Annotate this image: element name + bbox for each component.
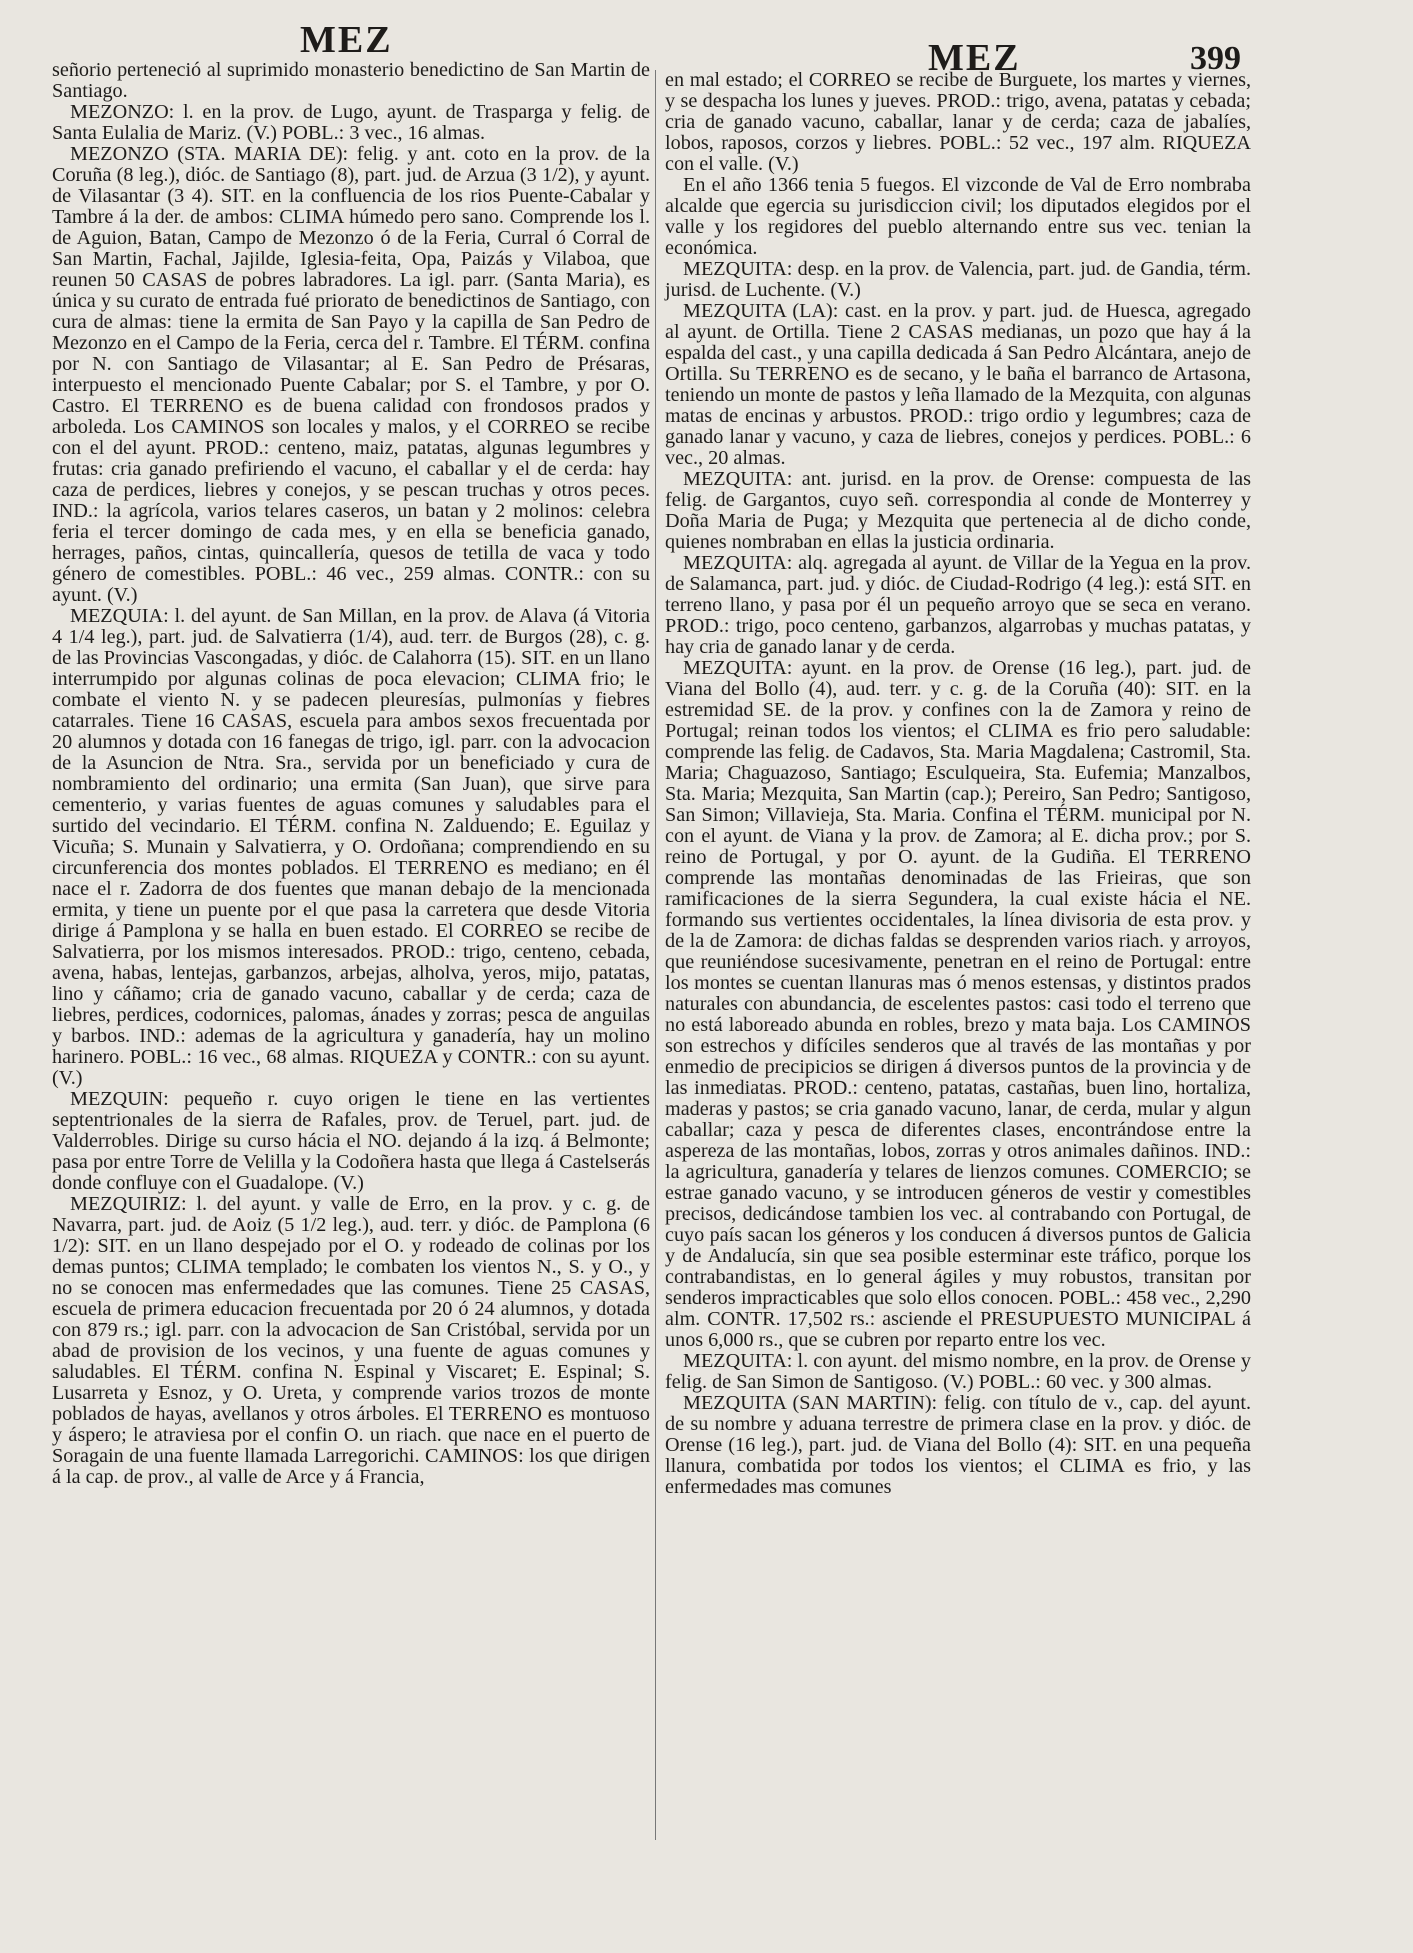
left-column	[52, 60, 650, 1488]
right-column	[665, 70, 1251, 1498]
page-number: 399	[1190, 40, 1241, 77]
running-head-left: MEZ	[300, 19, 393, 61]
entry-mezquiriz-history: En el año 1366 tenia 5 fuegos. El vizconde de Val de Erro nombraba alcalde que egercia su jurisdiccion civil; los diputados elegidos por el valle y los regidores del pueblo alternando entre sus vec. tenian la económica.	[665, 174, 1251, 259]
entry-continuation: señorio perteneció al suprimido monasterio benedictino de San Martin de Santiago.	[52, 59, 650, 102]
entry-mezquita-valencia: MEZQUITA: desp. en la prov. de Valencia, part. jud. de Gandia, térm. jurisd. de Luchente. (V.)	[665, 258, 1251, 301]
column-divider	[655, 70, 656, 1840]
entry-mezquita-ayuntamiento: MEZQUITA: ayunt. en la prov. de Orense (16 leg.), part. jud. de Viana del Bollo (4), aud. terr. y c. g. de la Coruña (40): SIT. en la estremidad SE. de la prov. y confines con la de Zamora y reino de Portugal; reinan todos los vientos; el CLIMA es frio pero saludable: comprende las felig. de Cadavos, Sta. Maria Magdalena; Castromil, Sta. Maria; Chaguazoso, Santiago; Esculqueira, Sta. Eufemia; Manzalbos, Sta. Maria; Mezquita, San Martin (cap.); Pereiro, San Pedro; Santigoso, San Simon; Villavieja, Sta. Maria. Confina el TÉRM. municipal por N. con el ayunt. de Viana y la prov. de Zamora; al E. dicha prov.; por S. reino de Portugal, y por O. ayunt. de la Gudiña. El TERRENO comprende las montañas denominadas de las Frieiras, que son ramificaciones de la sierra Segundera, la cual existe hácia el NE. formando sus vertientes occidentales, la línea divisoria de esta prov. y de la de Zamora: de dichas faldas se desprenden varios riach. y arroyos, que reuniéndose sucesivamente, penetran en el reino de Portugal: entre los montes se cuentan llanuras mas ó menos estensas, y distintos prados naturales con abundancia, de escelentes pastos: casi todo el terreno que no está laboreado abunda en robles, brezo y mata baja. Los CAMINOS son estrechos y difíciles senderos que al través de las montañas y por enmedio de precipicios se dirigen á diversos puntos de la provincia y de las inmediatas. PROD.: centeno, patatas, castañas, buen lino, hortaliza, maderas y pastos; se cria ganado vacuno, lanar, de cerda, mular y algun caballar; caza y pesca de diferentes clases, encontrándose entre la aspereza de las montañas, lobos, zorras y otros animales dañinos. IND.: la agricultura, ganadería y telares de lienzos comunes. COMERCIO; se estrae ganado vacuno, y se introducen géneros de vestir y comestibles precisos, dedicándose tambien los vec. al contrabando con Portugal, de cuyo país sacan los géneros y los conducen á diversos puntos de Galicia y de Andalucía, sin que sea posible esterminar este tráfico, porque los contrabandistas, en lo general ágiles y muy robustos, transitan por senderos impracticables que solo ellos conocen. POBL.: 458 vec., 2,290 alm. CONTR. 17,502 rs.: asciende el PRESUPUESTO MUNICIPAL á unos 6,000 rs., que se cubren por reparto entre los vec.	[665, 657, 1251, 1351]
entry-mezonzo-lugar: MEZONZO: l. en la prov. de Lugo, ayunt. de Trasparga y felig. de Santa Eulalia de Mariz. (V.) POBL.: 3 vec., 16 almas.	[52, 101, 650, 144]
entry-mezquin: MEZQUIN: pequeño r. cuyo origen le tiene en las vertientes septentrionales de la sierra de Rafales, prov. de Teruel, part. jud. de Valderrobles. Dirige su curso hácia el NO. dejando á la izq. á Belmonte; pasa por entre Torre de Velilla y la Codoñera hasta que llega á Castelserás donde confluye con el Guadalope. (V.)	[52, 1088, 650, 1194]
entry-mezonzo-santa-maria: MEZONZO (STA. MARIA DE): felig. y ant. coto en la prov. de la Coruña (8 leg.), dióc. de Santiago (8), part. jud. de Arzua (3 1/2), y ayunt. de Vilasantar (3 4). SIT. en la confluencia de los rios Puente-Cabalar y Tambre á la der. de ambos: CLIMA húmedo pero sano. Comprende los l. de Aguion, Batan, Campo de Mezonzo ó de la Feria, Curral ó Corral de San Martin, Fachal, Jajilde, Iglesia-feita, Opa, Paizás y Vilaboa, que reunen 50 CASAS de pobres labradores. La igl. parr. (Santa Maria), es única y su curato de entrada fué priorato de benedictinos de Santiago, con cura de almas: tiene la ermita de San Payo y la capilla de San Pedro de Mezonzo en el Campo de la Feria, cerca del r. Tambre. El TÉRM. confina por N. con Santiago de Vilasantar; al E. San Pedro de Présaras, interpuesto el mencionado Puente Cabalar; por S. el Tambre, y por O. Castro. El TERRENO es de buena calidad con frondosos prados y arboleda. Los CAMINOS son locales y malos, y el CORREO se recibe con el del ayunt. PROD.: centeno, maiz, patatas, algunas legumbres y frutas: cria ganado prefiriendo el vacuno, el caballar y el de cerda: hay caza de perdices, liebres y conejos, y se pescan truchas y otros peces. IND.: la agrícola, varios telares caseros, un batan y 2 molinos: celebra feria el tercer domingo de cada mes, y en ella se beneficia ganado, herrages, paños, cintas, quincallería, quesos de tetilla de vaca y todo género de comestibles. POBL.: 46 vec., 259 almas. CONTR.: con su ayunt. (V.)	[52, 143, 650, 606]
entry-mezquita-lugar: MEZQUITA: l. con ayunt. del mismo nombre, en la prov. de Orense y felig. de San Simon de Santigoso. (V.) POBL.: 60 vec. y 300 almas.	[665, 1350, 1251, 1393]
entry-mezquia: MEZQUIA: l. del ayunt. de San Millan, en la prov. de Alava (á Vitoria 4 1/4 leg.), part. jud. de Salvatierra (1/4), aud. terr. de Burgos (28), c. g. de las Provincias Vascongadas, y dióc. de Calahorra (15). SIT. en un llano interrumpido por algunas colinas de poca elevacion; CLIMA frio; le combate el viento N. y se padecen pleuresías, pulmonías y fiebres catarrales. Tiene 16 CASAS, escuela para ambos sexos frecuentada por 20 alumnos y dotada con 16 fanegas de trigo, igl. parr. con la advocacion de la Asuncion de Ntra. Sra., servida por un beneficiado y cura de nombramiento del ordinario; una ermita (San Juan), que sirve para cementerio, y varias fuentes de aguas comunes y saludables para el surtido del vecindario. El TÉRM. confina N. Zalduendo; E. Eguilaz y Vicuña; S. Munain y Salvatierra, y O. Ordoñana; comprendiendo en su circunferencia dos montes poblados. El TERRENO es mediano; en él nace el r. Zadorra de dos fuentes que manan debajo de la mencionada ermita, y tiene un puente por el que pasa la carretera que desde Vitoria dirige á Pamplona y se halla en buen estado. El CORREO se recibe de Salvatierra, por los mismos interesados. PROD.: trigo, centeno, cebada, avena, habas, lentejas, garbanzos, arbejas, alholva, yeros, mijo, patatas, lino y cáñamo; cria de ganado vacuno, caballar y de cerda; caza de liebres, perdices, codornices, palomas, ánades y zorras; pesca de anguilas y barbos. IND.: ademas de la agricultura y ganadería, hay un molino harinero. POBL.: 16 vec., 68 almas. RIQUEZA y CONTR.: con su ayunt. (V.)	[52, 605, 650, 1089]
entry-mezquita-jurisdiccion: MEZQUITA: ant. jurisd. en la prov. de Orense: compuesta de las felig. de Gargantos, cuyo señ. correspondia al conde de Monterrey y Doña Maria de Puga; y Mezquita que pertenecia al de dicho conde, quienes nombraban en ellas la justicia ordinaria.	[665, 468, 1251, 553]
entry-mezquita-salamanca: MEZQUITA: alq. agregada al ayunt. de Villar de la Yegua en la prov. de Salamanca, part. jud. y dióc. de Ciudad-Rodrigo (4 leg.): está SIT. en terreno llano, y pasa por él un pequeño arroyo que se seca en verano. PROD.: trigo, poco centeno, garbanzos, algarrobas y muchas patatas, y hay cria de ganado lanar y de cerda.	[665, 552, 1251, 658]
running-head-right: MEZ	[928, 37, 1021, 79]
entry-mezquiriz: MEZQUIRIZ: l. del ayunt. y valle de Erro, en la prov. y c. g. de Navarra, part. jud. de Aoiz (5 1/2 leg.), aud. terr. y dióc. de Pamplona (6 1/2): SIT. en un llano despejado por el O. y rodeado de colinas por los demas puntos; CLIMA templado; le combaten los vientos N., S. y O., y no se conocen mas enfermedades que las comunes. Tiene 25 CASAS, escuela de primera educacion frecuentada por 20 ó 24 alumnos, y dotada con 879 rs.; igl. parr. con la advocacion de San Cristóbal, servida por un abad de provision de los vecinos, y una fuente de aguas comunes y saludables. El TÉRM. confina N. Espinal y Viscaret; E. Espinal; S. Lusarreta y Esnoz, y O. Ureta, y comprende varios trozos de monte poblados de hayas, avellanos y otros árboles. El TERRENO es montuoso y áspero; le atraviesa por el confin O. un riach. que nace en el puerto de Soragain de una fuente llamada Larregorichi. CAMINOS: los que dirigen á la cap. de prov., al valle de Arce y á Francia,	[52, 1193, 650, 1488]
entry-mezquiriz-continuation: en mal estado; el CORREO se recibe de Burguete, los martes y viernes, y se despacha los lunes y jueves. PROD.: trigo, avena, patatas y cebada; cria de ganado vacuno, caballar, lanar y de cerda; caza de jabalíes, lobos, raposos, corzos y liebres. POBL.: 52 vec., 197 alm. RIQUEZA con el valle. (V.)	[665, 69, 1251, 175]
entry-mezquita-la-huesca: MEZQUITA (LA): cast. en la prov. y part. jud. de Huesca, agregado al ayunt. de Ortilla. Tiene 2 CASAS medianas, un pozo que hay á la espalda del cast., y una capilla dedicada á San Pedro Alcántara, anejo de Ortilla. Su TERRENO es de secano, y le baña el barranco de Artasona, teniendo un monte de pastos y leña llamado de la Mezquita, con algunas matas de encinas y arbustos. PROD.: trigo ordio y legumbres; caza de ganado lanar y vacuno, y caza de liebres, conejos y perdices. POBL.: 6 vec., 20 almas.	[665, 300, 1251, 469]
entry-mezquita-san-martin: MEZQUITA (SAN MARTIN): felig. con título de v., cap. del ayunt. de su nombre y aduana terrestre de primera clase en la prov. y dióc. de Orense (16 leg.), part. jud. de Viana del Bollo (4): SIT. en una pequeña llanura, combatida por todos los vientos; el CLIMA es frio, y las enfermedades mas comunes	[665, 1392, 1251, 1498]
